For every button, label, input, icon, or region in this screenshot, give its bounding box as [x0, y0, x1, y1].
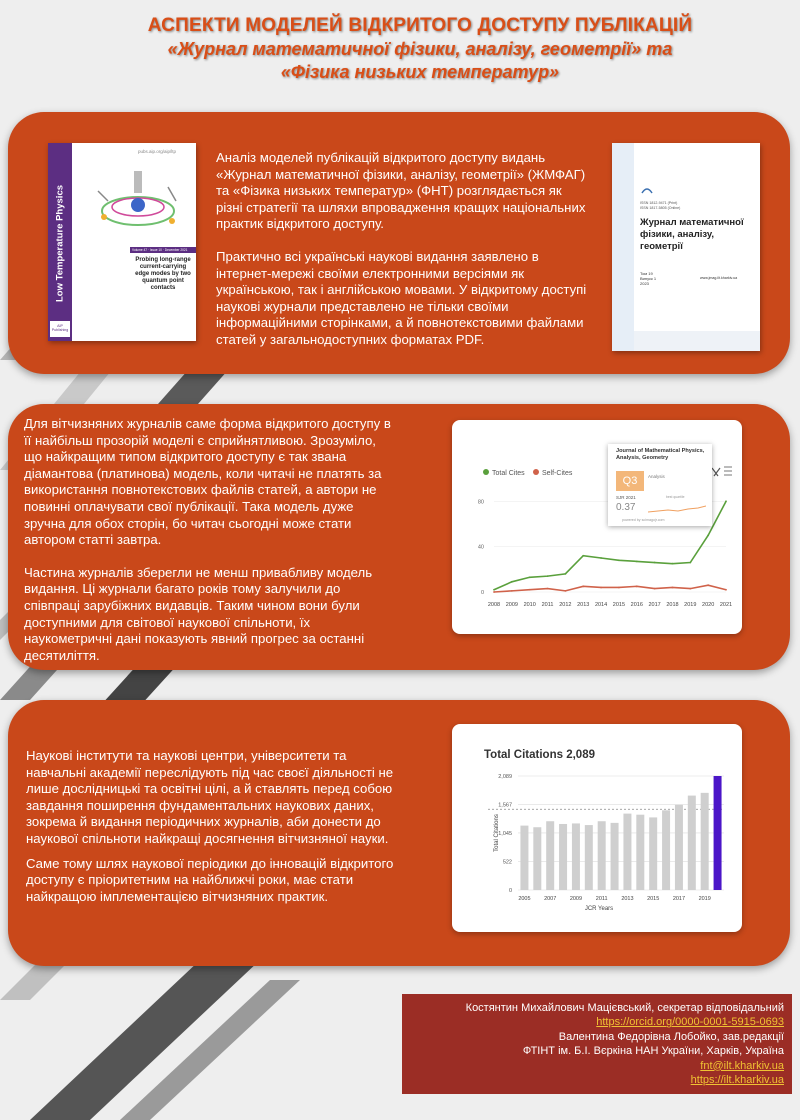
self-cites-point	[618, 587, 620, 589]
contacts-footer	[402, 994, 792, 1094]
bar	[636, 815, 644, 890]
y-tick-label: 40	[477, 544, 484, 551]
jmpag-volume: Том 19	[640, 271, 653, 276]
section-1-paragraph-2: Практично всі українські наукові видання заявлено в інтернет-мережі своїми електронними версіями як українською, так і англійською мовами. У відкритому доступі наукові журнали представлено не тільки своїми інформаційними сторінками, а й повнотекстовими файлами статей у загальнодоступних форматах PDF.	[216, 248, 587, 347]
x-tick-label: 2008	[487, 602, 501, 608]
x-tick-label: 2010	[523, 602, 536, 608]
self-cites-point	[707, 584, 709, 586]
total-cites-point	[600, 557, 602, 559]
x-tick-label: 2019	[684, 602, 697, 608]
total-cites-point	[707, 534, 709, 536]
total-citations-card	[452, 724, 742, 932]
ltp-publisher-logo: AIP Publishing	[50, 321, 70, 337]
bar	[611, 823, 619, 890]
sjr-metric-value: 0.37	[616, 502, 636, 513]
jmpag-title: Журнал математичної фізики, аналізу, геометрії	[640, 217, 744, 252]
chart-expand-icon	[712, 468, 720, 476]
x-tick-label: 2011	[541, 602, 554, 608]
total-cites-point	[547, 575, 549, 577]
institute-line: ФТІНТ ім. Б.І. Вєркіна НАН України, Харків, Україна	[522, 1045, 784, 1058]
citations-line-chart-card	[452, 420, 742, 634]
jmpag-site: www.jmag.ilt.kharkiv.ua	[700, 276, 738, 280]
total-cites-point	[582, 555, 584, 557]
bar-x-tick-label: 2011	[595, 896, 608, 902]
sjr-subject: Analysis	[648, 474, 665, 479]
poster-title	[40, 14, 800, 84]
chart-menu-icon	[724, 467, 732, 475]
y-tick-label: 0	[480, 590, 484, 596]
jmpag-issn-2: ISSN 1817-5805 (Online)	[640, 206, 681, 210]
jmpag-bottom-band	[634, 331, 760, 351]
ltp-header: pubs.aip.org/aip/ltp	[138, 149, 177, 154]
bar-x-tick-label: 2015	[647, 896, 660, 902]
jmpag-year: 2023	[640, 281, 649, 286]
total-citations-bar-chart	[452, 724, 742, 932]
self-cites-point	[529, 589, 531, 591]
x-tick-label: 2009	[505, 602, 518, 608]
sjr-quartile: Q3	[622, 475, 638, 487]
section-1-paragraph-1: Аналіз моделей публікацій відкритого доступу видань «Журнал математичної фізики, аналізу, геометрії» (ЖМФАГ) та «Фізика низьких температур» (ФНТ) розглядається як різні стратегії та шляхи впровадження кращих національних практик відкритого доступу.	[216, 150, 586, 232]
bar-x-tick-label: 2005	[518, 896, 531, 902]
total-cites-point	[725, 500, 727, 502]
bar-x-tick-label: 2009	[569, 896, 583, 902]
self-cites-point	[582, 585, 584, 587]
section-2-paragraph-1: Для вітчизняних журналів саме форма відкритого доступу в її найбільш прозорій моделі є сприйнятливою. Зрозуміло, що найкращим типом відкритого доступу є так звана діамантова (платинова) модель, коли читачі не платять за використання повнотекстових файлів статей, а автори не повинні оплачувати свої публікації. Така модель дуже зручна для обох сторін, бо читач сьогодні може стати автором статті завтра.	[24, 416, 391, 548]
bar-chart-title: Total Citations 2,089	[484, 749, 595, 761]
sjr-widget	[608, 444, 712, 526]
self-cites-point	[672, 587, 674, 589]
ltp-cover-illustration	[78, 161, 194, 243]
x-tick-label: 2015	[612, 602, 626, 608]
legend-total-cites-marker	[483, 469, 489, 475]
section-3-paragraph-1: Наукові інститути та наукові центри, університети та навчальні академії переслідують під час своєї діяльності не лише дослідницькі та освітні цілі, а й ставлять перед собою завдання поширення фундаментальних наукових даних, зокрема й видання періодичних журналів, аби донести до наукової спільноти найкращі досягнення вітчизняної науки.	[26, 748, 394, 846]
bar-y-tick-label: 1,045	[498, 830, 512, 837]
bar	[533, 827, 541, 890]
bar	[572, 823, 580, 890]
x-tick-label: 2016	[630, 602, 643, 608]
legend-total-cites-label: Total Cites	[492, 470, 525, 477]
sjr-powered: powered by scimagojr.com	[622, 518, 665, 522]
total-cites-point	[493, 589, 495, 591]
ltp-issue-bar: Volume 47 · Issue 10 · December 2021	[130, 247, 196, 253]
total-cites-point	[672, 563, 674, 565]
bar-x-tick-label: 2019	[698, 896, 711, 902]
x-tick-label: 2017	[648, 602, 661, 608]
sjr-sparkline	[648, 504, 706, 514]
bar-y-tick-label: 2,089	[498, 774, 512, 780]
bar	[585, 825, 593, 890]
bar	[623, 814, 631, 890]
sjr-best-quartile: best quartile	[666, 495, 685, 499]
self-cites-point	[654, 588, 656, 590]
jmpag-logo-icon	[640, 185, 654, 195]
total-cites-point	[689, 562, 691, 564]
ltp-cover	[48, 143, 196, 341]
x-tick-label: 2014	[594, 602, 608, 608]
ltp-journal-name: Low Temperature Physics	[54, 184, 66, 303]
section-1-text	[216, 150, 588, 349]
bar-y-tick-label: 1,567	[498, 802, 512, 809]
sjr-metric-label: SJR 2021	[616, 495, 636, 500]
bar	[675, 805, 683, 890]
self-cites-point	[511, 590, 513, 592]
section-3-paragraph-2: Саме тому шлях наукової періодики до інновацій відкритого доступу є пріоритетним на найближчі роки, має стати найкращою імплементацією вітчизняних практик.	[26, 855, 394, 904]
bar-y-axis-label: Total Citations	[494, 814, 500, 852]
total-cites-point	[564, 573, 566, 575]
bar-x-axis-label: JCR Years	[584, 906, 614, 912]
total-cites-point	[654, 562, 656, 564]
bar-x-tick-label: 2013	[621, 896, 634, 902]
x-tick-label: 2012	[559, 602, 572, 608]
title-line-3: «Фізика низьких температур»	[280, 62, 560, 82]
title-line-1: АСПЕКТИ МОДЕЛЕЙ ВІДКРИТОГО ДОСТУПУ ПУБЛІКАЦІЙ	[147, 15, 693, 36]
total-cites-point	[529, 576, 531, 578]
x-tick-label: 2020	[702, 602, 715, 608]
bar	[546, 821, 554, 890]
title-line-2: «Журнал математичної фізики, аналізу, геометрії» та	[167, 39, 673, 59]
bar	[701, 793, 709, 890]
bar-y-tick-label: 522	[502, 859, 512, 866]
bar	[598, 821, 606, 890]
editor-line: Валентина Федорівна Лобойко, зав.редакції	[558, 1030, 784, 1043]
bar-highlighted	[714, 776, 722, 890]
sjr-widget-title: Journal of Mathematical Physics, Analysis, Geometry	[616, 448, 705, 461]
jmpag-number: Випуск 1	[640, 276, 657, 281]
section-3-text	[26, 748, 396, 905]
bar	[520, 826, 528, 890]
self-cites-point	[493, 591, 495, 593]
bar	[662, 810, 670, 890]
ltp-article-title: Probing long-range current-carrying edge modes by two quantum point contacts	[135, 257, 191, 291]
bar	[559, 824, 567, 890]
x-tick-label: 2018	[666, 602, 679, 608]
total-cites-point	[618, 559, 620, 561]
legend-self-cites-marker	[533, 469, 539, 475]
x-tick-label: 2013	[577, 602, 590, 608]
section-2-paragraph-2: Частина журналів зберегли не менш привабливу модель видання. Ці журнали багато років тому залучили до співпраці зарубіжних видавців. Таким чином вони були доступними для світової наукової спільноти, їх наукометричні дані показують явний прогрес за останні десятиліття.	[24, 564, 373, 663]
y-tick-label: 80	[477, 499, 484, 506]
jmpag-cover	[612, 143, 760, 351]
self-cites-point	[636, 585, 638, 587]
bar	[649, 817, 657, 890]
bar-y-tick-label: 0	[508, 888, 512, 894]
section-2-text	[24, 416, 394, 664]
bar-x-tick-label: 2007	[544, 896, 557, 902]
x-tick-label: 2021	[719, 602, 733, 608]
website-link[interactable]: https://ilt.kharkiv.ua	[690, 1074, 784, 1087]
secretary-line: Костянтин Михайлович Мацієвський, секретар відповідальний	[465, 1002, 784, 1014]
email-link[interactable]: fnt@ilt.kharkiv.ua	[700, 1059, 784, 1072]
jmpag-blue-strip	[612, 143, 634, 351]
self-cites-point	[725, 589, 727, 591]
self-cites-point	[564, 590, 566, 592]
orcid-link[interactable]: https://orcid.org/0000-0001-5915-0693	[596, 1016, 784, 1029]
jmpag-issn-1: ISSN 1812-9471 (Print)	[640, 201, 678, 205]
bar-x-tick-label: 2017	[672, 896, 686, 902]
self-cites-point	[600, 587, 602, 589]
sjr-quartile-badge	[616, 471, 644, 491]
self-cites-point	[689, 588, 691, 590]
self-cites-point	[547, 588, 549, 590]
bar	[688, 796, 696, 890]
total-cites-point	[636, 561, 638, 563]
total-cites-point	[511, 581, 513, 583]
legend-self-cites-label: Self-Cites	[542, 470, 573, 477]
